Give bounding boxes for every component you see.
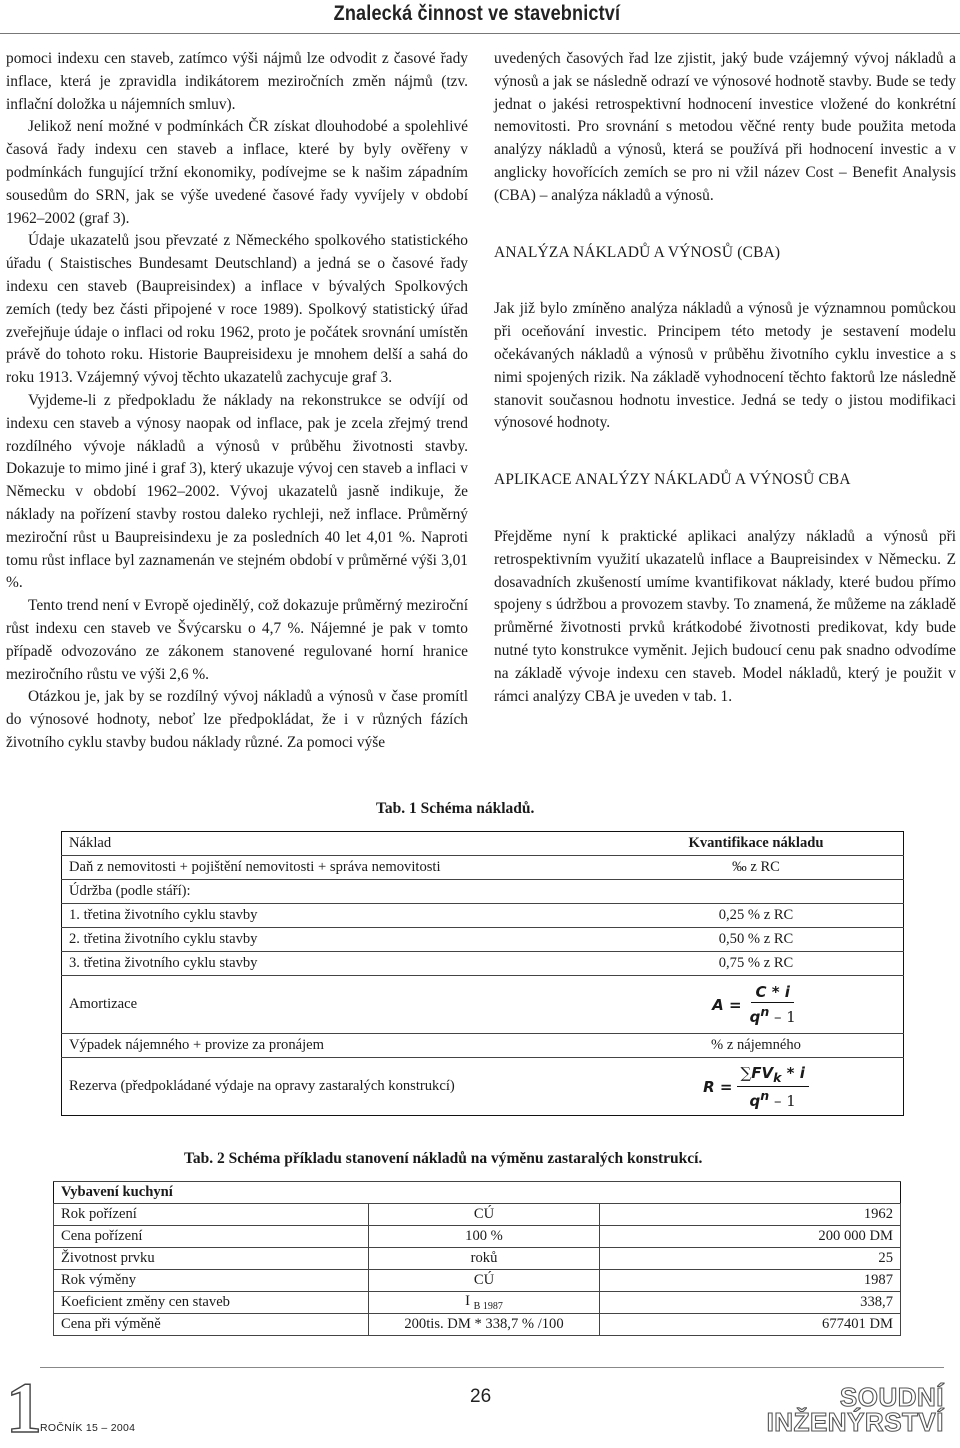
table-row (62, 1058, 904, 1116)
volume-logo-numeral: 1 (6, 1368, 42, 1448)
section-heading-application: APLIKACE ANALÝZY NÁKLADŮ A VÝNOSŮ CBA (494, 471, 851, 489)
table-row: Životnost prvku roků 25 (54, 1248, 901, 1270)
table2-header: Vybavení kuchyní (54, 1182, 901, 1204)
left-paragraph-6: Otázkou je, jak by se rozdílný vývoj nákladů a výnosů v čase promítl do výnosové hodnoty, neboť lze předpokládat, že i v různých fázích životního cyklu stavby budou náklady různé. Za pomoci výše (6, 688, 468, 751)
page-number: 26 (470, 1386, 492, 1407)
table-row (62, 856, 904, 880)
table-row (62, 952, 904, 976)
footer-divider (40, 1367, 944, 1368)
table1-row-value: % z nájemného (609, 1034, 904, 1058)
amortization-formula-cell (609, 976, 904, 1034)
journal-brand: SOUDNÍ INŽENÝRSTVÍ (766, 1382, 944, 1437)
table1-row-label: Rezerva (předpokládané výdaje na opravy zastaralých konstrukcí) (62, 1058, 610, 1116)
table1-row-label: Údržba (podle stáří): (62, 880, 610, 904)
replacement-cost-table (53, 1181, 901, 1336)
table-row (62, 976, 904, 1034)
journal-section-title: Znalecká činnost ve stavebnictví (333, 2, 620, 25)
table-row (62, 1034, 904, 1058)
left-column (6, 48, 468, 755)
left-paragraph-3: Údaje ukazatelů jsou převzaté z Německého spolkového statistického úřadu ( Staistisches Bundesamt Deutschland) a jedná se o časové řady indexu cen staveb (Baupreisindex) a inflace v bývalých Spolkových zemích (tedy bez části připojené v roce 1989). Spolkový statistický úřad zveřejňuje údaje o inflaci od roku 1962, proto je počátek srovnání umístěn právě do tohoto roku. Historie Baupreisidexu je mnohem delší a sahá do roku 1913. Vzájemný vývoj těchto ukazatelů zachycuje graf 3. (6, 232, 468, 387)
table1-caption: Tab. 1 Schéma nákladů. (376, 800, 535, 817)
table1-row-label: 2. třetina životního cyklu stavby (62, 928, 610, 952)
table-row: Rok výměny CÚ 1987 (54, 1270, 901, 1292)
left-paragraph-5: Tento trend není v Evropě ojedinělý, což dokazuje průměrný meziroční růst indexu cen staveb ve Švýcarsku o 4,7 %. Nájemné je pak v tomto případě odvozováno ze zákonem stanovené regulované horní hranice meziročního růstu ve výši 2,6 %. (6, 597, 468, 683)
page-header (0, 0, 960, 34)
left-paragraph-2: Jelikož není možné v podmínkách ČR získat dlouhodobé a spolehlivé časová řady indexu cen staveb a inflace, které by byly ověřeny v podmínkách fungující tržní ekonomiky, podívejme se k našim západním sousedům do SRN, jak se výše uvedené časové řady vyvíjely v období 1962–2002 (graf 3). (6, 118, 468, 227)
table-row: Cena pořízení 100 % 200 000 DM (54, 1226, 901, 1248)
reserve-formula-cell (609, 1058, 904, 1116)
table1-row-value: ‰ z RC (609, 856, 904, 880)
table-row: Cena při výměně 200tis. DM * 338,7 % /100 677401 DM (54, 1314, 901, 1336)
left-paragraph-4: Vyjdeme-li z předpokladu že náklady na rekonstrukce se odvíjí od indexu cen staveb a výnosy naopak od inflace, pak je zcela zřejmý trend rozdílného vývoje nákladů a výnosů v průběhu životnosti stavby. Dokazuje to mimo jiné i graf 3), který ukazuje vývoj cen staveb a inflaci v Německu v období 1962–2002. Vývoj ukazatelů jasně indikuje, že náklady na pořízení stavby rostou daleko rychleji, než inflace. Průměrný meziroční růst u Baupreisindexu je za posledních 40 let 4,01 %. Naproti tomu růst inflace byl zaznamenán ve stejném období v průměrné výši 3,01 %. (6, 391, 468, 592)
table-row (62, 928, 904, 952)
table1-row-value: 0,25 % z RC (609, 904, 904, 928)
table-row: Rok pořízení CÚ 1962 (54, 1204, 901, 1226)
right-paragraph-2: Jak již bylo zmíněno analýza nákladů a výnosů je významnou pomůckou při oceňování investic. Principem této metody je sestavení modelu očekávaných nákladů a výnosů v průběhu životního cyklu investice a s nimi spojených rizik. Na základě vyhodnocení těchto faktorů lze následně stanovit současnou hodnotu investice. Jedná se tedy o jistou modifikaci výnosové hodnoty. (494, 300, 956, 432)
table1-row-label: 3. třetina životního cyklu stavby (62, 952, 610, 976)
cost-schema-table (61, 831, 904, 1116)
table-row (62, 904, 904, 928)
reserve-formula: R = $\frac{\sum FV_k * i}{q^n - 1}$ (703, 1064, 809, 1110)
right-column (494, 48, 956, 708)
table2-header-row (54, 1182, 901, 1204)
table1-row-value (609, 880, 904, 904)
right-paragraph-3: Přejděme nyní k praktické aplikaci analýzy nákladů a výnosů při retrospektivním využití ukazatelů inflace a Baupreisindex v Německu. Z dosavadních zkušeností umíme kvantifikovat náklady, které budou přímo spojeny s údržbou a provozem stavby. To znamená, že můžeme na základě průměrné životnosti prvků krátkodobé životnosti predikovat, kdy bude nutné tyto konstrukce vyměnit. Jejich budoucí cenu pak snadno odvodíme na základě vývoje indexu cen staveb. Model nákladů, který je použit v rámci analýzy CBA je uveden v tab. 1. (494, 527, 956, 705)
table1-row-label: Výpadek nájemného + provize za pronájem (62, 1034, 610, 1058)
right-paragraph-1: uvedených časových řad lze zjistit, jaký bude vzájemný vývoj nákladů a výnosů a jak se následně odrazí ve výnosové hodnotě stavby. Bude se tedy jednat o jakési retrospektivní hodnocení investice vložené do konkrétní nemovitosti. Pro srovnání s metodou věčné renty bude použita metoda analýzy nákladů a výnosů, která se používá při hodnocení investic a v anglicky hovořících zemích se pro ni vžil název Cost – Benefit Analysis (CBA) – analýza nákladů a výnosů. (494, 50, 956, 204)
table1-row-value: 0,50 % z RC (609, 928, 904, 952)
left-paragraph-1: pomoci indexu cen staveb, zatímco výši nájmů lze odvodit z časové řady inflace, která je zpravidla indikátorem meziročních změn nájmů (tzv. inflační doložka u nájemních smluv). (6, 50, 468, 113)
table-row: Koeficient změny cen staveb I $_{B 1987}$ 338,7 (54, 1292, 901, 1314)
table1-header-quantification: Kvantifikace nákladu (688, 835, 824, 851)
table1-row-label: Amortizace (62, 976, 610, 1034)
section-heading-cba: ANALÝZA NÁKLADŮ A VÝNOSŮ (CBA) (494, 243, 781, 261)
table1-header-cost: Náklad (69, 835, 112, 851)
table1-row-label: Daň z nemovitosti + pojištění nemovitosti + správa nemovitosti (62, 856, 610, 880)
table2-caption: Tab. 2 Schéma příkladu stanovení nákladů na výměnu zastaralých konstrukcí. (184, 1150, 703, 1167)
table-row (62, 880, 904, 904)
volume-label: ROČNÍK 15 – 2004 (40, 1422, 136, 1434)
table1-row-value: 0,75 % z RC (609, 952, 904, 976)
amortization-formula: A = $\frac{C * i}{q^n - 1}$ (712, 983, 796, 1026)
table1-header-row (62, 832, 904, 856)
table1-row-label: 1. třetina životního cyklu stavby (62, 904, 610, 928)
